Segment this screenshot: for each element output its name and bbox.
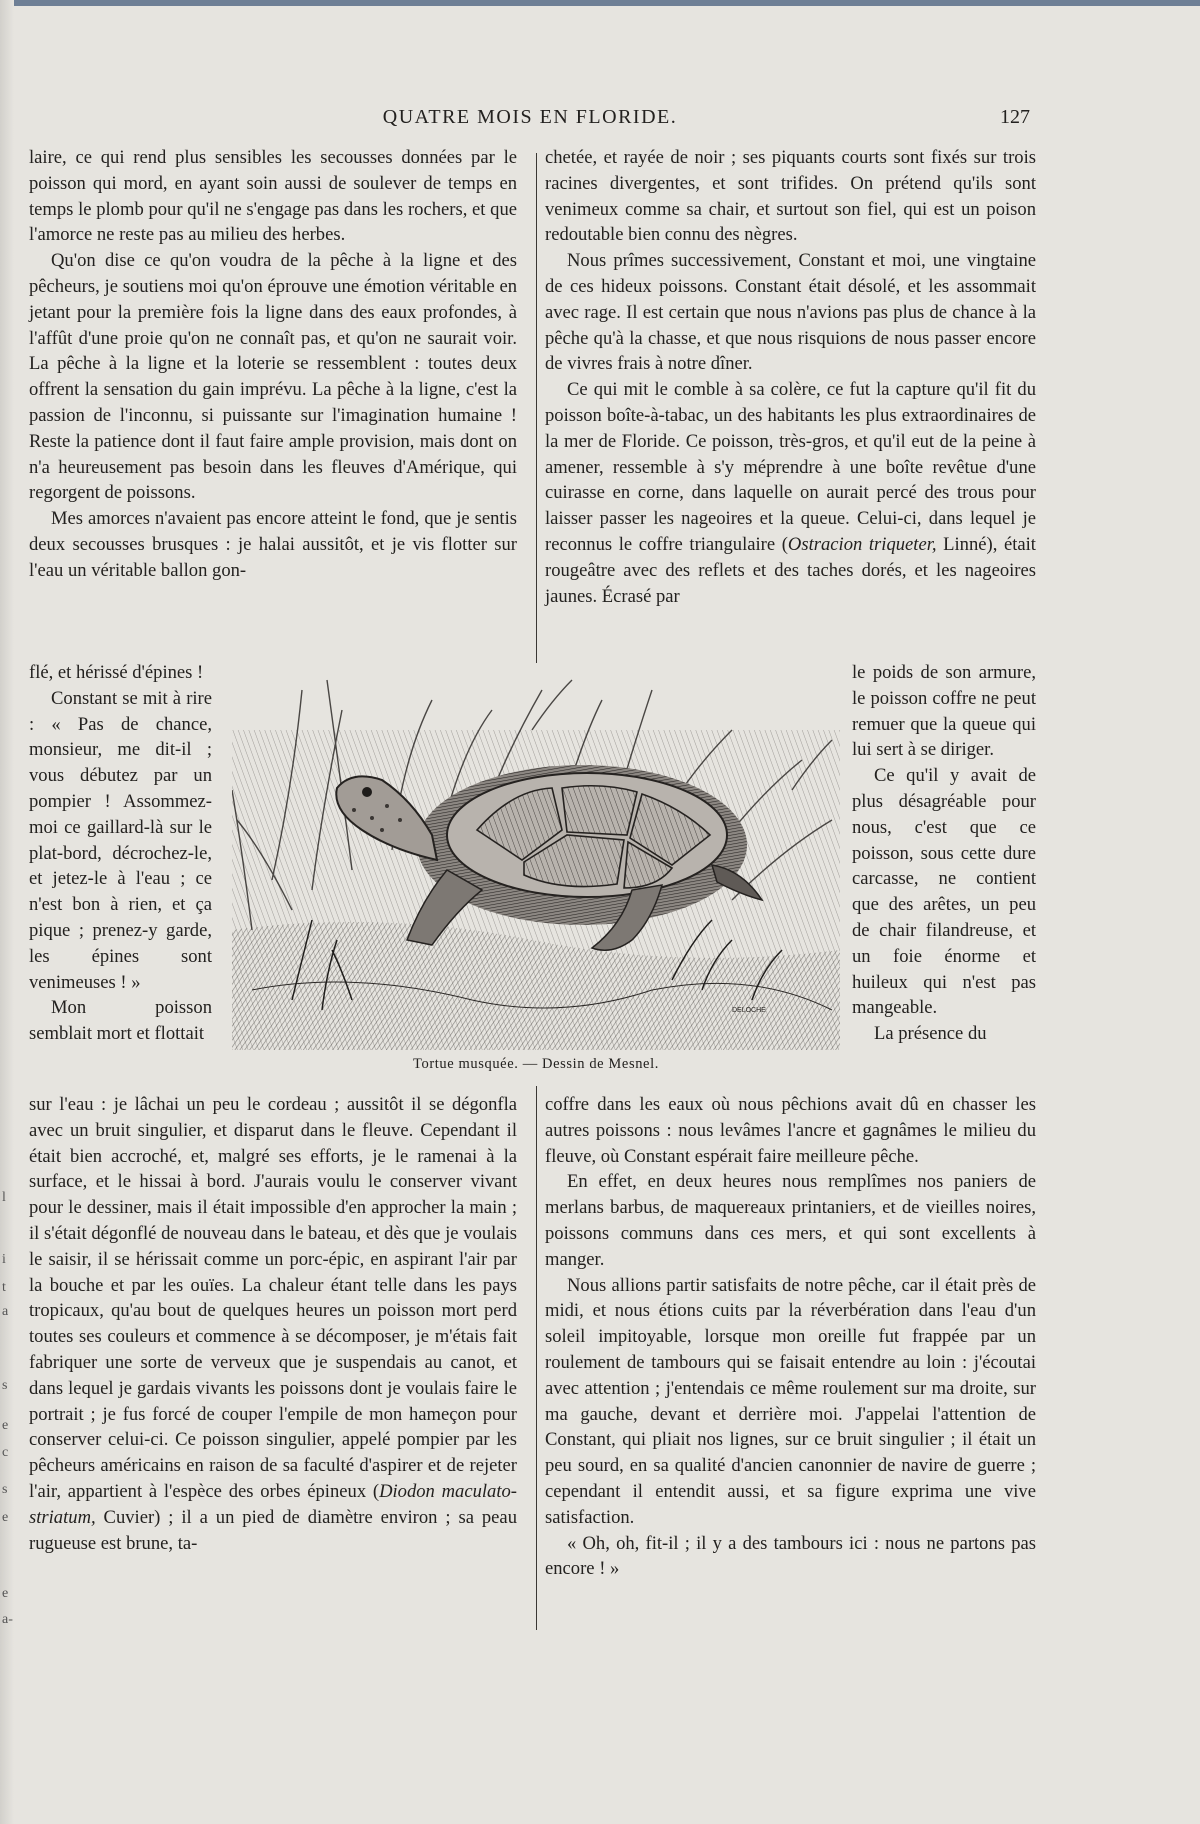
turtle-engraving (232, 670, 840, 1050)
column-wrap-left (29, 660, 212, 1047)
margin-mark: e (2, 1586, 9, 1601)
margin-mark: s (2, 1378, 8, 1393)
text-run: sur l'eau : je lâchai un peu le cordeau ; aussitôt il se dégonfla avec un bruit singulier, et disparut dans le fleuve. Cependant il était bien accroché, et, malgré ses efforts, je le ramenai à la surface, et le hissai à bord. J'aurais voulu le conserver vivant pour le dessiner, mais il était impossible d'en approcher la main ; il s'était dégonflé de nouveau dans le bateau, et dès que je voulais le saisir, il se hérissait comme un porc-épic, en aspirant l'air par la bouche et par les ouïes. La chaleur étant telle dans les pays tropicaux, qu'au bout de quelques heures un poisson mort perd toutes ses couleurs et commence à se décomposer, je m'étais fait fabriquer une sorte de verveux que je suspendais au canot, et dans lequel je gardais vivants les poissons dont je voulais faire le portrait ; je fus forcé de couper l'empile de mon hameçon pour conserver celui-ci. Ce poisson singulier, appelé pompier par les pêcheurs américains en raison de sa faculté d'aspirer et de rejeter l'air, appartient à l'espèce des orbes épineux ( (29, 1094, 517, 1502)
margin-mark: e (2, 1510, 9, 1525)
paragraph: Nous allions partir satisfaits de notre pêche, car il était près de midi, et nous étions cuits par la réverbération dans l'eau d'un soleil impitoyable, lorsque mon oreille fut frappée par un roulement de tambours qui se faisait entendre au loin : j'écoutai avec attention ; j'entendais ce même roulement sur ma droite, sur ma gauche, devant et derrière moi. J'appelai l'attention de Constant, qui pliait nos lignes, sur ce bruit singulier ; il était un peu sourd, en sa qualité d'ancien canonnier de navire de guerre ; cependant il entendit aussi, et sa figure exprima une vive satisfaction. (545, 1274, 1036, 1528)
paragraph: coffre dans les eaux où nous pêchions avait dû en chasser les autres poissons : nous levâmes l'ancre et gagnâmes le milieu du fleuve, où Constant espérait faire meilleure pêche. (545, 1094, 1036, 1167)
column-bottom-right (545, 1092, 1036, 1582)
paragraph (29, 1092, 517, 1556)
column-rule-top (536, 153, 537, 663)
paragraph: Ce qu'il y avait de plus désagréable pour nous, c'est que ce poisson, sous cette dure carcasse, ne contient que des arêtes, un peu de chair filandreuse, et un foie énorme et huileux qui n'est pas mangeable. (852, 765, 1036, 1019)
paragraph: flé, et hérissé d'épines ! (29, 662, 204, 683)
margin-mark: e (2, 1418, 9, 1433)
page-gutter-shadow (0, 0, 14, 1824)
latin-name: Diodon maculato-striatum, (29, 1480, 517, 1528)
latin-name: Ostracion triqueter, (787, 533, 937, 555)
paragraph: laire, ce qui rend plus sensibles les secousses données par le poisson qui mord, en ayant soin aussi de soulever de temps en temps le plomb pour qu'il ne s'engage pas dans les rochers, et que l'amorce ne reste pas au milieu des herbes. (29, 147, 517, 246)
margin-mark: a- (2, 1612, 13, 1627)
paragraph: Mes amorces n'avaient pas encore atteint le fond, que je sentis deux secousses brusques : je halai aussitôt, et je vis flotter sur l'eau un véritable ballon gon- (29, 508, 517, 581)
column-top-right (545, 145, 1036, 609)
margin-mark: a (2, 1304, 9, 1319)
text-run: Ce qui mit le comble à sa colère, ce fut la capture qu'il fit du poisson boîte-à-tabac, un des habitants les plus extraordinaires de la mer de Floride. Ce poisson, très-gros, et qu'il eut de la peine à amener, ressemble à s'y méprendre à une boîte revêtue d'une cuirasse en corne, dans laquelle on aurait percé des trous pour laisser passer les nageoires et la queue. Celui-ci, dans lequel je reconnus le coffre triangulaire ( (545, 379, 1036, 555)
turtle-engraving-icon (232, 670, 840, 1050)
paragraph (545, 377, 1036, 609)
paragraph: Qu'on dise ce qu'on voudra de la pêche à la ligne et des pêcheurs, je soutiens moi qu'on éprouve une émotion véritable en jetant pour la première fois la ligne dans des eaux profondes, à l'affût d'une proie qu'on ne connaît pas, et qu'on ne saurait voir. La pêche à la ligne et la loterie se ressemblent : toutes deux offrent la sensation du gain imprévu. La pêche à la ligne, c'est la passion de l'inconnu, si puissante sur l'imagination humaine ! Reste la patience dont il faut faire ample provision, mais dont on n'a heureusement pas besoin dans les fleuves d'Amérique, qui regorgent de poissons. (29, 250, 517, 504)
page-top-edge (0, 0, 1200, 6)
column-rule-bottom (536, 1086, 537, 1630)
margin-mark: s (2, 1482, 8, 1497)
text-run: Cuvier) ; il a un pied de diamètre environ ; sa peau rugueuse est brune, ta- (29, 1506, 517, 1554)
margin-mark: l (2, 1190, 6, 1205)
column-top-left (29, 145, 517, 584)
column-wrap-right (852, 660, 1036, 1047)
margin-mark: i (2, 1252, 6, 1267)
margin-mark: t (2, 1280, 6, 1295)
engraver-signature: DELOCHE (732, 1007, 766, 1014)
column-bottom-left (29, 1092, 517, 1556)
paragraph: Mon poisson semblait mort et flottait (29, 997, 212, 1045)
paragraph: En effet, en deux heures nous remplîmes nos paniers de merlans barbus, de maquereaux printaniers, et de vieilles noires, poissons communs dans ces mers, et qui sont excellents à manger. (545, 1171, 1036, 1270)
paragraph: La présence du (874, 1023, 987, 1045)
page-number: 127 (1000, 106, 1030, 128)
paragraph: le poids de son armure, le poisson coffre ne peut remuer que la queue qui lui sert à se diriger. (852, 662, 1036, 761)
text-run: Linné), était rougeâtre avec des reflets et des taches dorés, et les nageoires jaunes. Écrasé par (545, 533, 1036, 607)
paragraph: chetée, et rayée de noir ; ses piquants courts sont fixés sur trois racines divergentes, et sont trifides. On prétend qu'ils sont venimeux comme sa chair, et surtout son fiel, qui est un poison redoutable bien connu des nègres. (545, 147, 1036, 246)
paragraph: « Oh, oh, fit-il ; il y a des tambours ici : nous ne partons pas encore ! » (545, 1532, 1036, 1580)
paragraph: Constant se mit à rire : « Pas de chance, monsieur, me dit-il ; vous débutez par un pompier ! Assommez-moi ce gaillard-là sur le plat-bord, décrochez-le, et jetez-le à l'eau ; ce n'est bon à rien, et ça pique ; prenez-y garde, les épines sont venimeuses ! » (29, 687, 212, 993)
margin-mark: c (2, 1445, 9, 1460)
running-header: QUATRE MOIS EN FLORIDE. (382, 106, 678, 128)
paragraph: Nous prîmes successivement, Constant et moi, une vingtaine de ces hideux poissons. Constant était désolé, et les assommait avec rage. Il est certain que nous n'avions pas plus de chance à la pêche qu'à la chasse, et que nous risquions de nous passer encore de vivres frais à notre dîner. (545, 250, 1036, 375)
figure-caption: Tortue musquée. — Dessin de Mesnel. (413, 1056, 659, 1072)
